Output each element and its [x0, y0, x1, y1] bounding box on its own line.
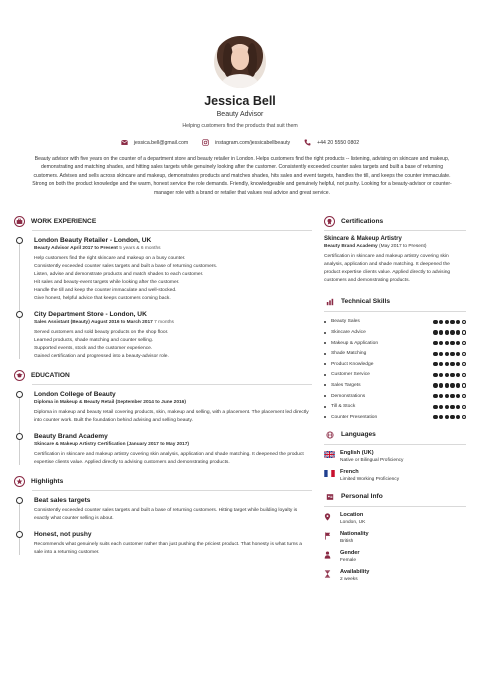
flag-icon [324, 532, 331, 540]
rating-dot-filled [445, 320, 449, 324]
section-title: Technical Skills [341, 298, 390, 306]
skill-item [324, 348, 466, 359]
info-value: British [340, 538, 354, 544]
description: Diploma in makeup and beauty retail covering products, skin, makeup and selling, with a placement. The placement led directly into counter work. Built the foundation behind advising and selling beauty. [34, 410, 309, 423]
contact-instagram[interactable] [202, 139, 290, 146]
school: Beauty Brand Academy [34, 433, 108, 440]
rating-dot-filled [439, 373, 443, 377]
bullet-line: Consistently exceeded counter sales targets and built a base of returning customers. [34, 264, 218, 269]
main-column [14, 214, 312, 564]
phone-icon [304, 139, 311, 146]
location-pin-icon [324, 513, 331, 521]
highlight-entry [34, 530, 312, 557]
rating-dot-filled [439, 383, 443, 387]
highlight-title: Beat sales targets [34, 497, 91, 504]
section-title: WORK EXPERIENCE [31, 217, 97, 225]
bullet-line: Gained certification and progressed into a beauty-advisor role. [34, 354, 169, 359]
bullet-line: Give honest, helpful advice that keeps customers coming back. [34, 296, 171, 301]
skill-item [324, 401, 466, 412]
highlight-entry [34, 496, 312, 523]
section-title: Certifications [341, 217, 384, 225]
rating-dot-filled [456, 383, 460, 387]
rating-dot-filled [433, 341, 437, 345]
rating-dot-filled [450, 352, 454, 356]
skill-item [324, 391, 466, 402]
rating-dot-filled [445, 362, 449, 366]
divider [324, 311, 466, 312]
rating-dot-filled [439, 362, 443, 366]
role-dates: Beauty Advisor April 2017 to Present 5 years & 6 months [34, 246, 161, 251]
bullet-line: Served customers and sold beauty products on the shop floor. [34, 330, 169, 335]
employer: City Department Store - London, UK [34, 311, 147, 318]
rating-dot-empty [462, 330, 466, 334]
skill-rating [433, 352, 466, 356]
skill-rating [433, 373, 466, 377]
bullet-line: Listen, advise and demonstrate products and match shades to each customer. [34, 272, 204, 277]
id-card-icon [324, 491, 335, 502]
rating-dot-filled [439, 330, 443, 334]
rating-dot-empty [462, 405, 466, 409]
skill-rating [433, 341, 466, 345]
skill-rating [433, 383, 466, 387]
description: Certification in skincare and makeup artistry covering skin analysis, application and shade matching. It deepened the product expertise clients value. Applied directly to advising customers and demonstrating products. [34, 452, 304, 465]
skill-name: Beauty Sales [324, 319, 360, 324]
school: London College of Beauty [34, 391, 116, 398]
skill-rating [433, 415, 466, 419]
section-title: Personal Info [341, 493, 383, 501]
graduation-cap-icon [14, 370, 25, 381]
rating-dot-empty [462, 320, 466, 324]
rating-dot-filled [445, 405, 449, 409]
rating-dot-filled [456, 415, 460, 419]
rating-dot-filled [456, 394, 460, 398]
qualification: Diploma in Makeup & Beauty Retail (September 2014 to June 2016) [34, 400, 186, 405]
rating-dot-filled [456, 373, 460, 377]
bullet-line: Learned products, shade matching and counter selling. [34, 338, 154, 343]
skill-rating [433, 320, 466, 324]
section-title: EDUCATION [31, 371, 70, 379]
skill-item [324, 317, 466, 328]
skill-name: Customer Service [324, 372, 370, 377]
rating-dot-filled [445, 373, 449, 377]
candidate-name: Jessica Bell [204, 94, 276, 108]
rating-dot-empty [462, 352, 466, 356]
experience-entry [34, 236, 312, 303]
rating-dot-filled [445, 394, 449, 398]
skill-name: Till & Stock [324, 404, 355, 409]
star-icon [14, 476, 25, 487]
rating-dot-filled [450, 394, 454, 398]
rating-dot-filled [439, 352, 443, 356]
education-entry [34, 390, 312, 425]
phone-text: +44 20 5550 0802 [317, 139, 360, 146]
highlight-text: Consistently exceeded counter sales targets and built a base of returning customers. Hitting target while building loyalty is exactly what counter selling is about. [34, 508, 298, 521]
info-key: Gender [340, 549, 360, 556]
skill-item [324, 327, 466, 338]
certification-name: Skincare & Makeup Artistry [324, 236, 402, 242]
personal-info-item [324, 512, 466, 525]
info-value: 2 weeks [340, 576, 358, 582]
rating-dot-filled [433, 352, 437, 356]
role-dates: Sales Assistant (Beauty) August 2016 to March 2017 7 months [34, 320, 174, 325]
skill-name: Skincare Advice [324, 330, 366, 335]
rating-dot-filled [445, 415, 449, 419]
instagram-icon [202, 139, 209, 146]
education-section [14, 368, 312, 467]
contact-email[interactable] [121, 139, 188, 146]
rating-dot-filled [456, 330, 460, 334]
sidebar-column [324, 214, 466, 588]
bullet-line: Help customers find the right skincare and makeup on a busy counter. [34, 256, 186, 261]
skill-item [324, 338, 466, 349]
briefcase-icon [14, 216, 25, 227]
skills-icon [324, 296, 335, 307]
skill-name: Demonstrations [324, 394, 365, 399]
rating-dot-filled [456, 362, 460, 366]
skill-name: Product Knowledge [324, 362, 373, 367]
hourglass-icon [324, 570, 331, 578]
language-name: French [340, 468, 359, 475]
skills-section [324, 295, 466, 423]
skill-name: Sales Targets [324, 383, 361, 388]
rating-dot-filled [450, 341, 454, 345]
rating-dot-empty [462, 341, 466, 345]
rating-dot-filled [433, 330, 437, 334]
rating-dot-filled [450, 330, 454, 334]
tagline: Helping customers find the products that suit them [182, 123, 298, 129]
divider [324, 444, 466, 445]
rating-dot-filled [433, 415, 437, 419]
info-key: Location [340, 511, 364, 518]
rating-dot-filled [445, 330, 449, 334]
rating-dot-filled [433, 362, 437, 366]
rating-dot-filled [439, 341, 443, 345]
employer: London Beauty Retailer - London, UK [34, 237, 152, 244]
certifications-section [324, 214, 466, 285]
rating-dot-filled [456, 341, 460, 345]
rating-dot-filled [450, 383, 454, 387]
profile-summary: Beauty advisor with five years on the counter of a department store and beauty retailer in London. Helps customers find the right products -- listening, advising on skincare and makeup, demonstrating and matching shades, and hitting sales targets while genuinely looking after the customer. Consistently exceeded counter sales targets and built a base of returning customers. Advises and sells across skincare and makeup, demonstrates products and matches shades, hits sales and event targets, handles the till, and keeps the counter immaculate. Strong on both the product knowledge and the warm, honest service the role demands. Friendly, knowledgeable and genuinely helpful, not pushy. Looking for a beauty-advisor or counter-manager role with a brand or retailer that values real advice and great service. [32, 156, 452, 196]
rating-dot-filled [439, 320, 443, 324]
skill-name: Shade Matching [324, 351, 366, 356]
rating-dot-empty [462, 373, 466, 377]
divider [32, 230, 312, 231]
highlight-text: Recommends what genuinely suits each customer rather than just pushing the priciest product. That honesty is what turns a sale into a returning customer. [34, 542, 302, 555]
skill-rating [433, 330, 466, 334]
france-flag-icon [324, 470, 335, 477]
duration: 5 years & 6 months [119, 246, 161, 251]
skill-rating [433, 405, 466, 409]
language-item [324, 450, 466, 463]
rating-dot-filled [433, 394, 437, 398]
email-text: jessica.bell@gmail.com [133, 139, 189, 146]
info-value: London, UK [340, 519, 366, 525]
divider [324, 230, 466, 231]
language-item [324, 469, 466, 482]
work-experience-section [14, 214, 312, 361]
experience-entry [34, 310, 312, 361]
rating-dot-empty [462, 383, 466, 387]
rating-dot-filled [456, 352, 460, 356]
rating-dot-filled [445, 352, 449, 356]
rating-dot-filled [433, 373, 437, 377]
skill-item [324, 359, 466, 370]
rating-dot-empty [462, 415, 466, 419]
person-icon [324, 551, 331, 559]
info-key: Nationality [340, 530, 369, 537]
highlight-title: Honest, not pushy [34, 531, 92, 538]
language-level: Limited Working Proficiency [340, 476, 400, 482]
uk-flag-icon [324, 451, 335, 458]
skill-rating [433, 362, 466, 366]
personal-info-section [324, 490, 466, 582]
duration: 7 months [154, 320, 174, 325]
qualification: Skincare & Makeup Artistry Certification (January 2017 to May 2017) [34, 442, 189, 447]
rating-dot-filled [450, 415, 454, 419]
personal-info-item [324, 569, 466, 582]
personal-info-item [324, 550, 466, 563]
divider [32, 490, 312, 491]
rating-dot-filled [450, 405, 454, 409]
languages-section [324, 428, 466, 482]
rating-dot-filled [439, 405, 443, 409]
rating-dot-filled [433, 320, 437, 324]
skill-name: Counter Presentation [324, 415, 377, 420]
skill-rating [433, 394, 466, 398]
skills-list [324, 317, 466, 423]
instagram-text: instagram.com/jessicabellbeauty [215, 139, 291, 146]
language-name: English (UK) [340, 449, 374, 456]
section-title: Highlights [31, 477, 64, 485]
avatar [214, 36, 266, 88]
job-title: Beauty Advisor [216, 111, 264, 118]
rating-dot-filled [439, 415, 443, 419]
email-icon [121, 139, 128, 146]
rating-dot-empty [462, 362, 466, 366]
skill-item [324, 412, 466, 423]
bullet-line: Supported events, stock and the customer experience. [34, 346, 153, 351]
rating-dot-filled [450, 362, 454, 366]
bullet-line: Hit sales and beauty-event targets while looking after the customer. [34, 280, 180, 285]
rating-dot-filled [445, 341, 449, 345]
certification-issuer: Beauty Brand Academy (May 2017 to Present) [324, 244, 427, 249]
skill-name: Makeup & Application [324, 341, 378, 346]
bullet-line: Handle the till and keep the counter immaculate and well-stocked. [34, 288, 177, 293]
info-key: Availability [340, 568, 370, 575]
rating-dot-filled [445, 383, 449, 387]
section-title: Languages [341, 431, 376, 439]
rating-dot-filled [433, 383, 437, 387]
rating-dot-filled [433, 405, 437, 409]
rating-dot-empty [462, 394, 466, 398]
rating-dot-filled [439, 394, 443, 398]
language-level: Native or Bilingual Proficiency [340, 457, 404, 463]
education-entry [34, 432, 312, 467]
contact-phone[interactable] [304, 139, 359, 146]
divider [324, 506, 466, 507]
contact-row [0, 139, 480, 146]
rating-dot-filled [450, 320, 454, 324]
divider [32, 384, 312, 385]
rating-dot-filled [456, 405, 460, 409]
highlights-section [14, 474, 312, 557]
rating-dot-filled [456, 320, 460, 324]
skill-item [324, 380, 466, 391]
globe-icon [324, 429, 335, 440]
skill-item [324, 370, 466, 381]
rating-dot-filled [450, 373, 454, 377]
personal-info-item [324, 531, 466, 544]
info-value: Female [340, 557, 356, 563]
certification-text: Certification in skincare and makeup artistry covering skin analysis, application and shade matching. It deepened the product expertise clients value. Applied directly to advising customers and demonstrating products. [324, 254, 451, 283]
certificate-icon [324, 216, 335, 227]
